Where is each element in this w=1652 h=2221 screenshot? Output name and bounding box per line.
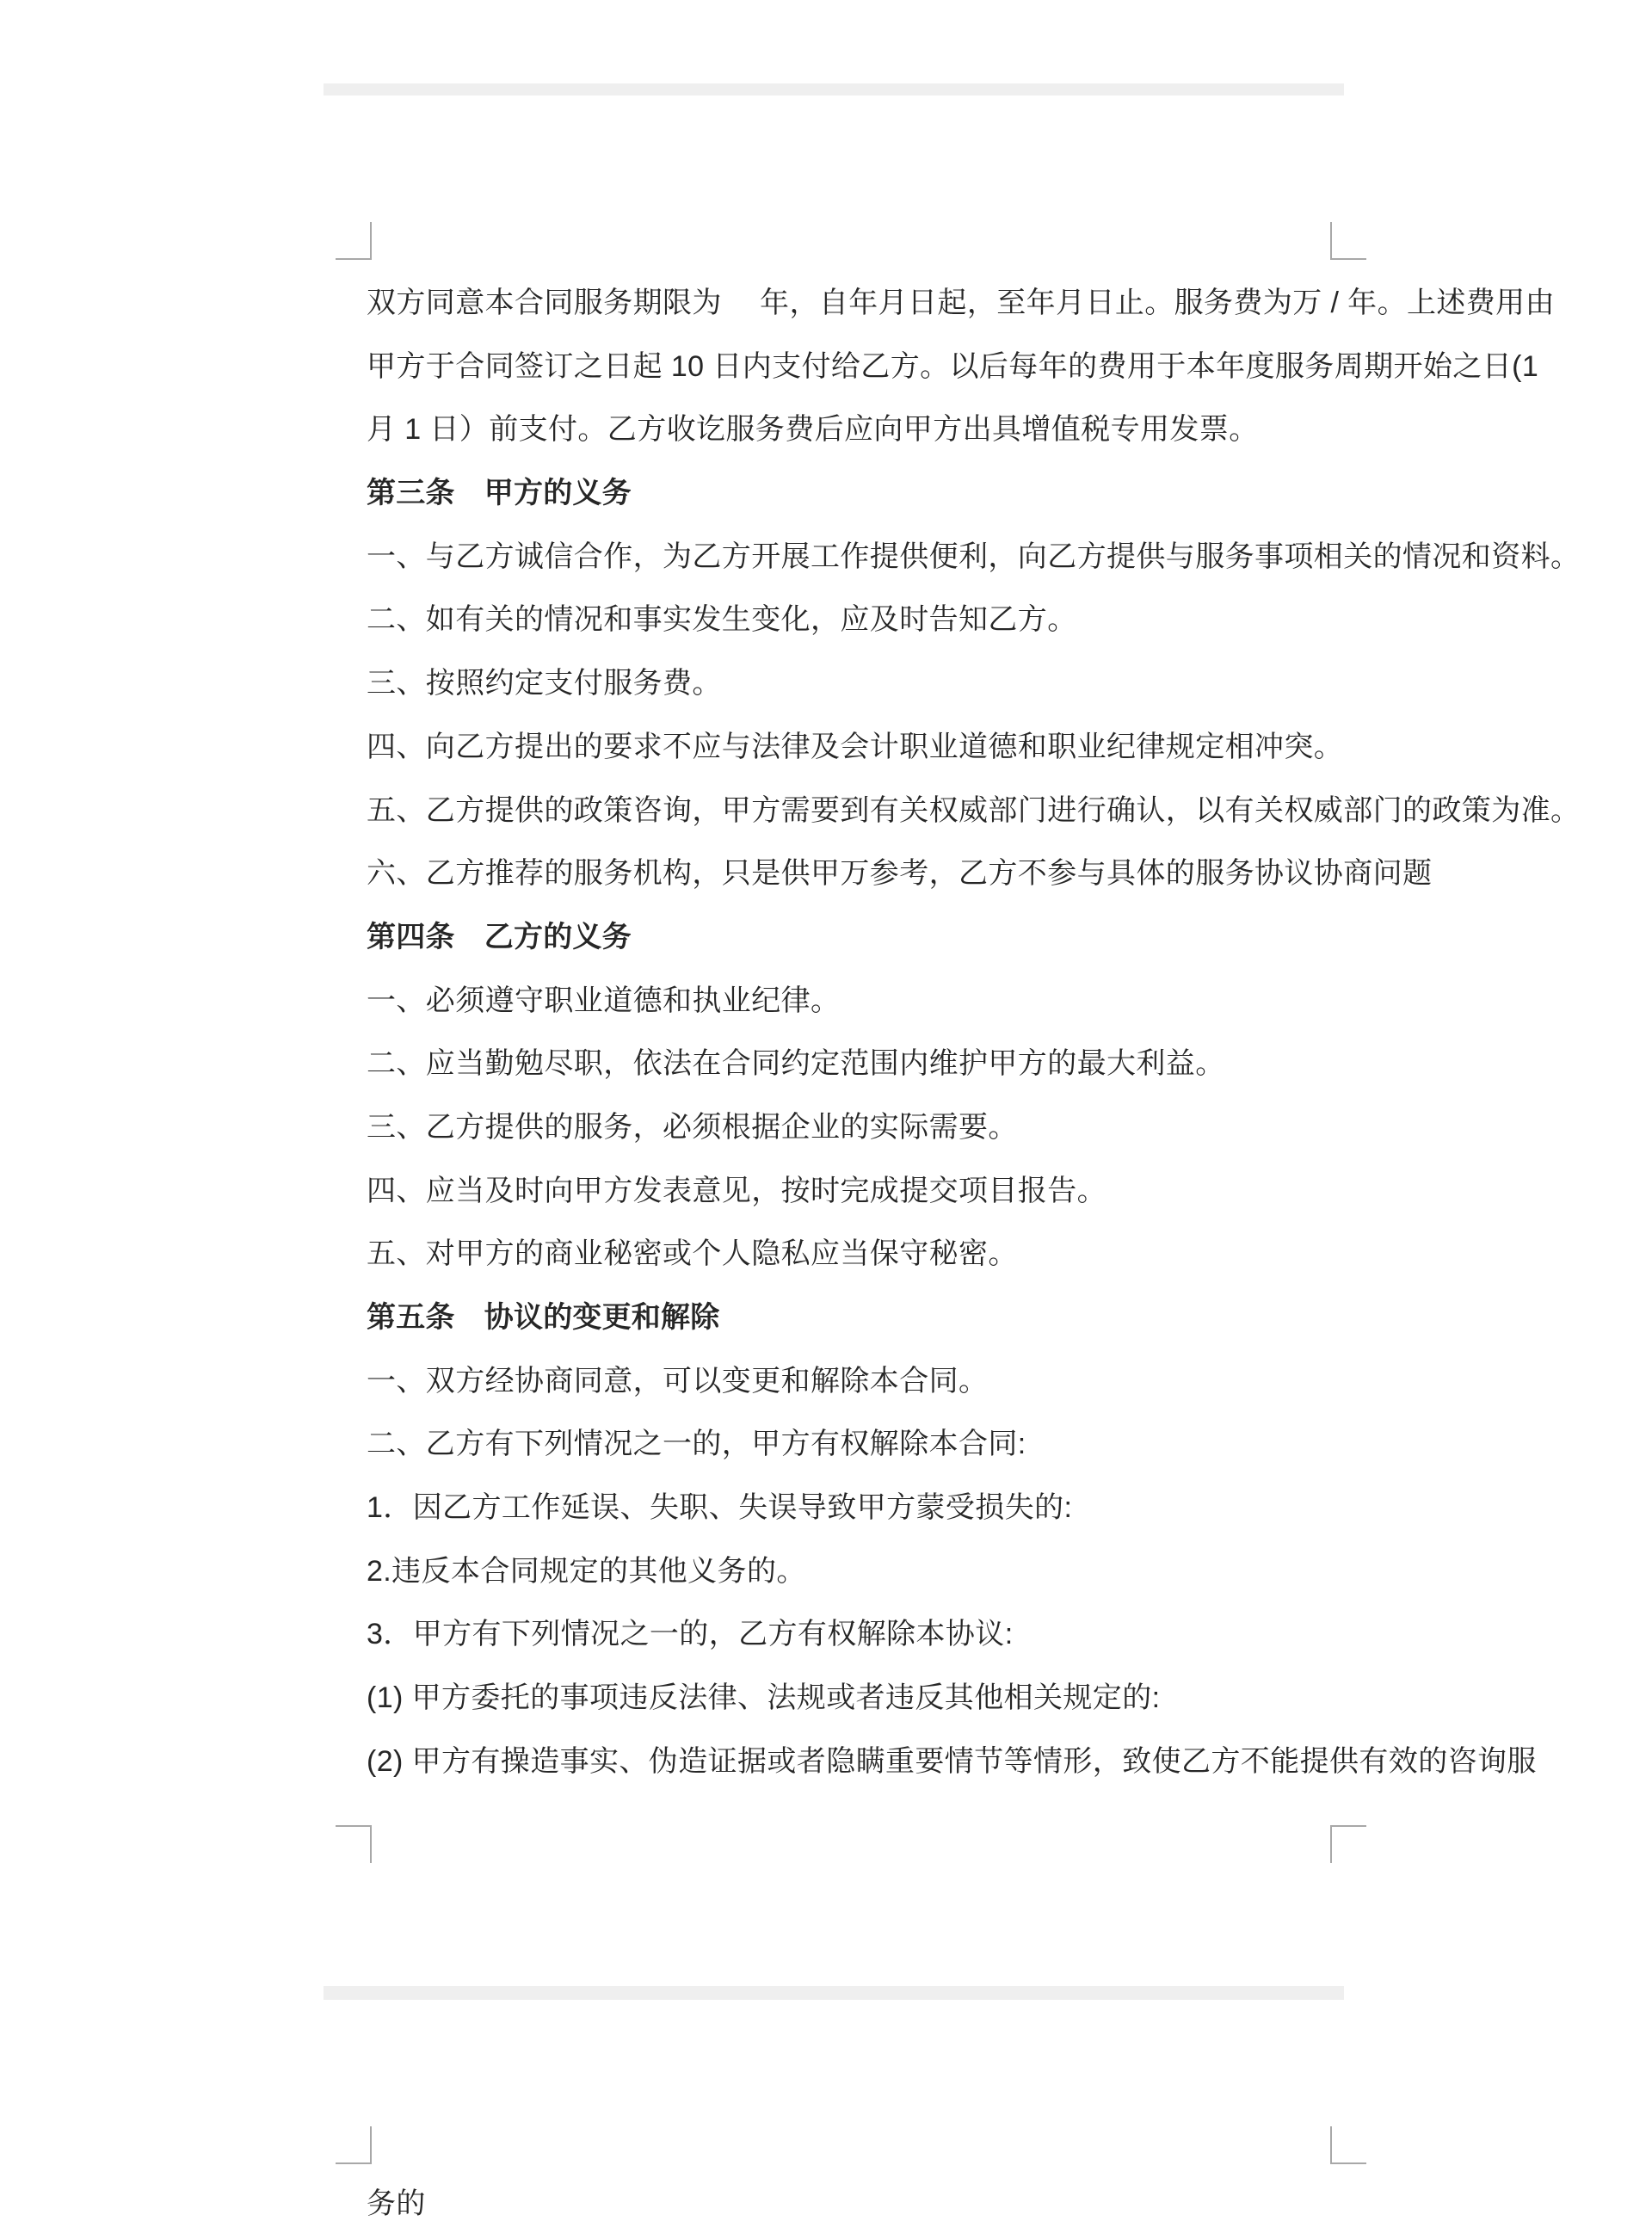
page-gap-top [324, 83, 1344, 96]
document-line: 甲方于合同签订之日起 10 日内支付给乙方。以后每年的费用于本年度服务周期开始之日(1 [367, 349, 1539, 383]
document-line: 二、乙方有下列情况之一的，甲方有权解除本合同: [367, 1428, 1026, 1461]
document-line: 二、如有关的情况和事实发生变化，应及时告知乙方。 [367, 603, 1077, 637]
document-line: (2) 甲方有操造事实、伪造证据或者隐瞒重要情节等情形，致使乙方不能提供有效的咨询服 [367, 1744, 1537, 1778]
document-line: 三、乙方提供的服务，必须根据企业的实际需要。 [367, 1110, 1018, 1144]
document-line: 双方同意本合同服务期限为 年，自年月日起，至年月日止。服务费为万 / 年。上述费用由 [367, 287, 1555, 319]
document-line: 一、与乙方诚信合作，为乙方开展工作提供便利，向乙方提供与服务事项相关的情况和资料。 [367, 540, 1581, 573]
document-line: 2.违反本合同规定的其他义务的。 [367, 1554, 806, 1588]
document-line: 六、乙方推荐的服务机构，只是供甲万参考，乙方不参与具体的服务协议协商问题 [367, 857, 1433, 891]
section-heading: 第三条 甲方的义务 [367, 477, 632, 510]
document-line: 1．因乙方工作延误、失职、失误导致甲方蒙受损失的: [367, 1491, 1073, 1525]
crop-mark-page2-top-right [1330, 2126, 1366, 2164]
document-line: 五、乙方提供的政策咨询，甲方需要到有关权威部门进行确认，以有关权威部门的政策为准。 [367, 793, 1581, 827]
document-line: 3．甲方有下列情况之一的，乙方有权解除本协议: [367, 1618, 1014, 1651]
crop-mark-page1-top-right [1330, 222, 1366, 260]
document-line: 五、对甲方的商业秘密或个人隐私应当保守秘密。 [367, 1237, 1018, 1271]
next-page-first-line: 务的 [367, 2187, 426, 2220]
document-line: 四、应当及时向甲方发表意见，按时完成提交项目报告。 [367, 1174, 1106, 1207]
document-line: 一、双方经协商同意，可以变更和解除本合同。 [367, 1364, 989, 1397]
section-heading: 第四条 乙方的义务 [367, 920, 632, 953]
document-line: 月 1 日）前支付。乙方收讫服务费后应向甲方出具增值税专用发票。 [367, 413, 1259, 447]
crop-mark-page1-bottom-left [336, 1825, 372, 1863]
document-line: 二、应当勤勉尽职，依法在合同约定范围内维护甲方的最大利益。 [367, 1047, 1225, 1081]
document-line: 三、按照约定支付服务费。 [367, 667, 722, 700]
crop-mark-page1-top-left [336, 222, 372, 260]
document-text [367, 272, 1581, 1794]
page-gap-bottom [324, 1986, 1344, 2000]
crop-mark-page2-top-left [336, 2126, 372, 2164]
document-line: (1) 甲方委托的事项违反法律、法规或者违反其他相关规定的: [367, 1681, 1161, 1715]
section-heading: 第五条 协议的变更和解除 [367, 1301, 720, 1334]
document-line: 四、向乙方提出的要求不应与法律及会计职业道德和职业纪律规定相冲突。 [367, 730, 1344, 763]
crop-mark-page1-bottom-right [1330, 1825, 1366, 1863]
document-line: 一、必须遵守职业道德和执业纪律。 [367, 984, 841, 1017]
